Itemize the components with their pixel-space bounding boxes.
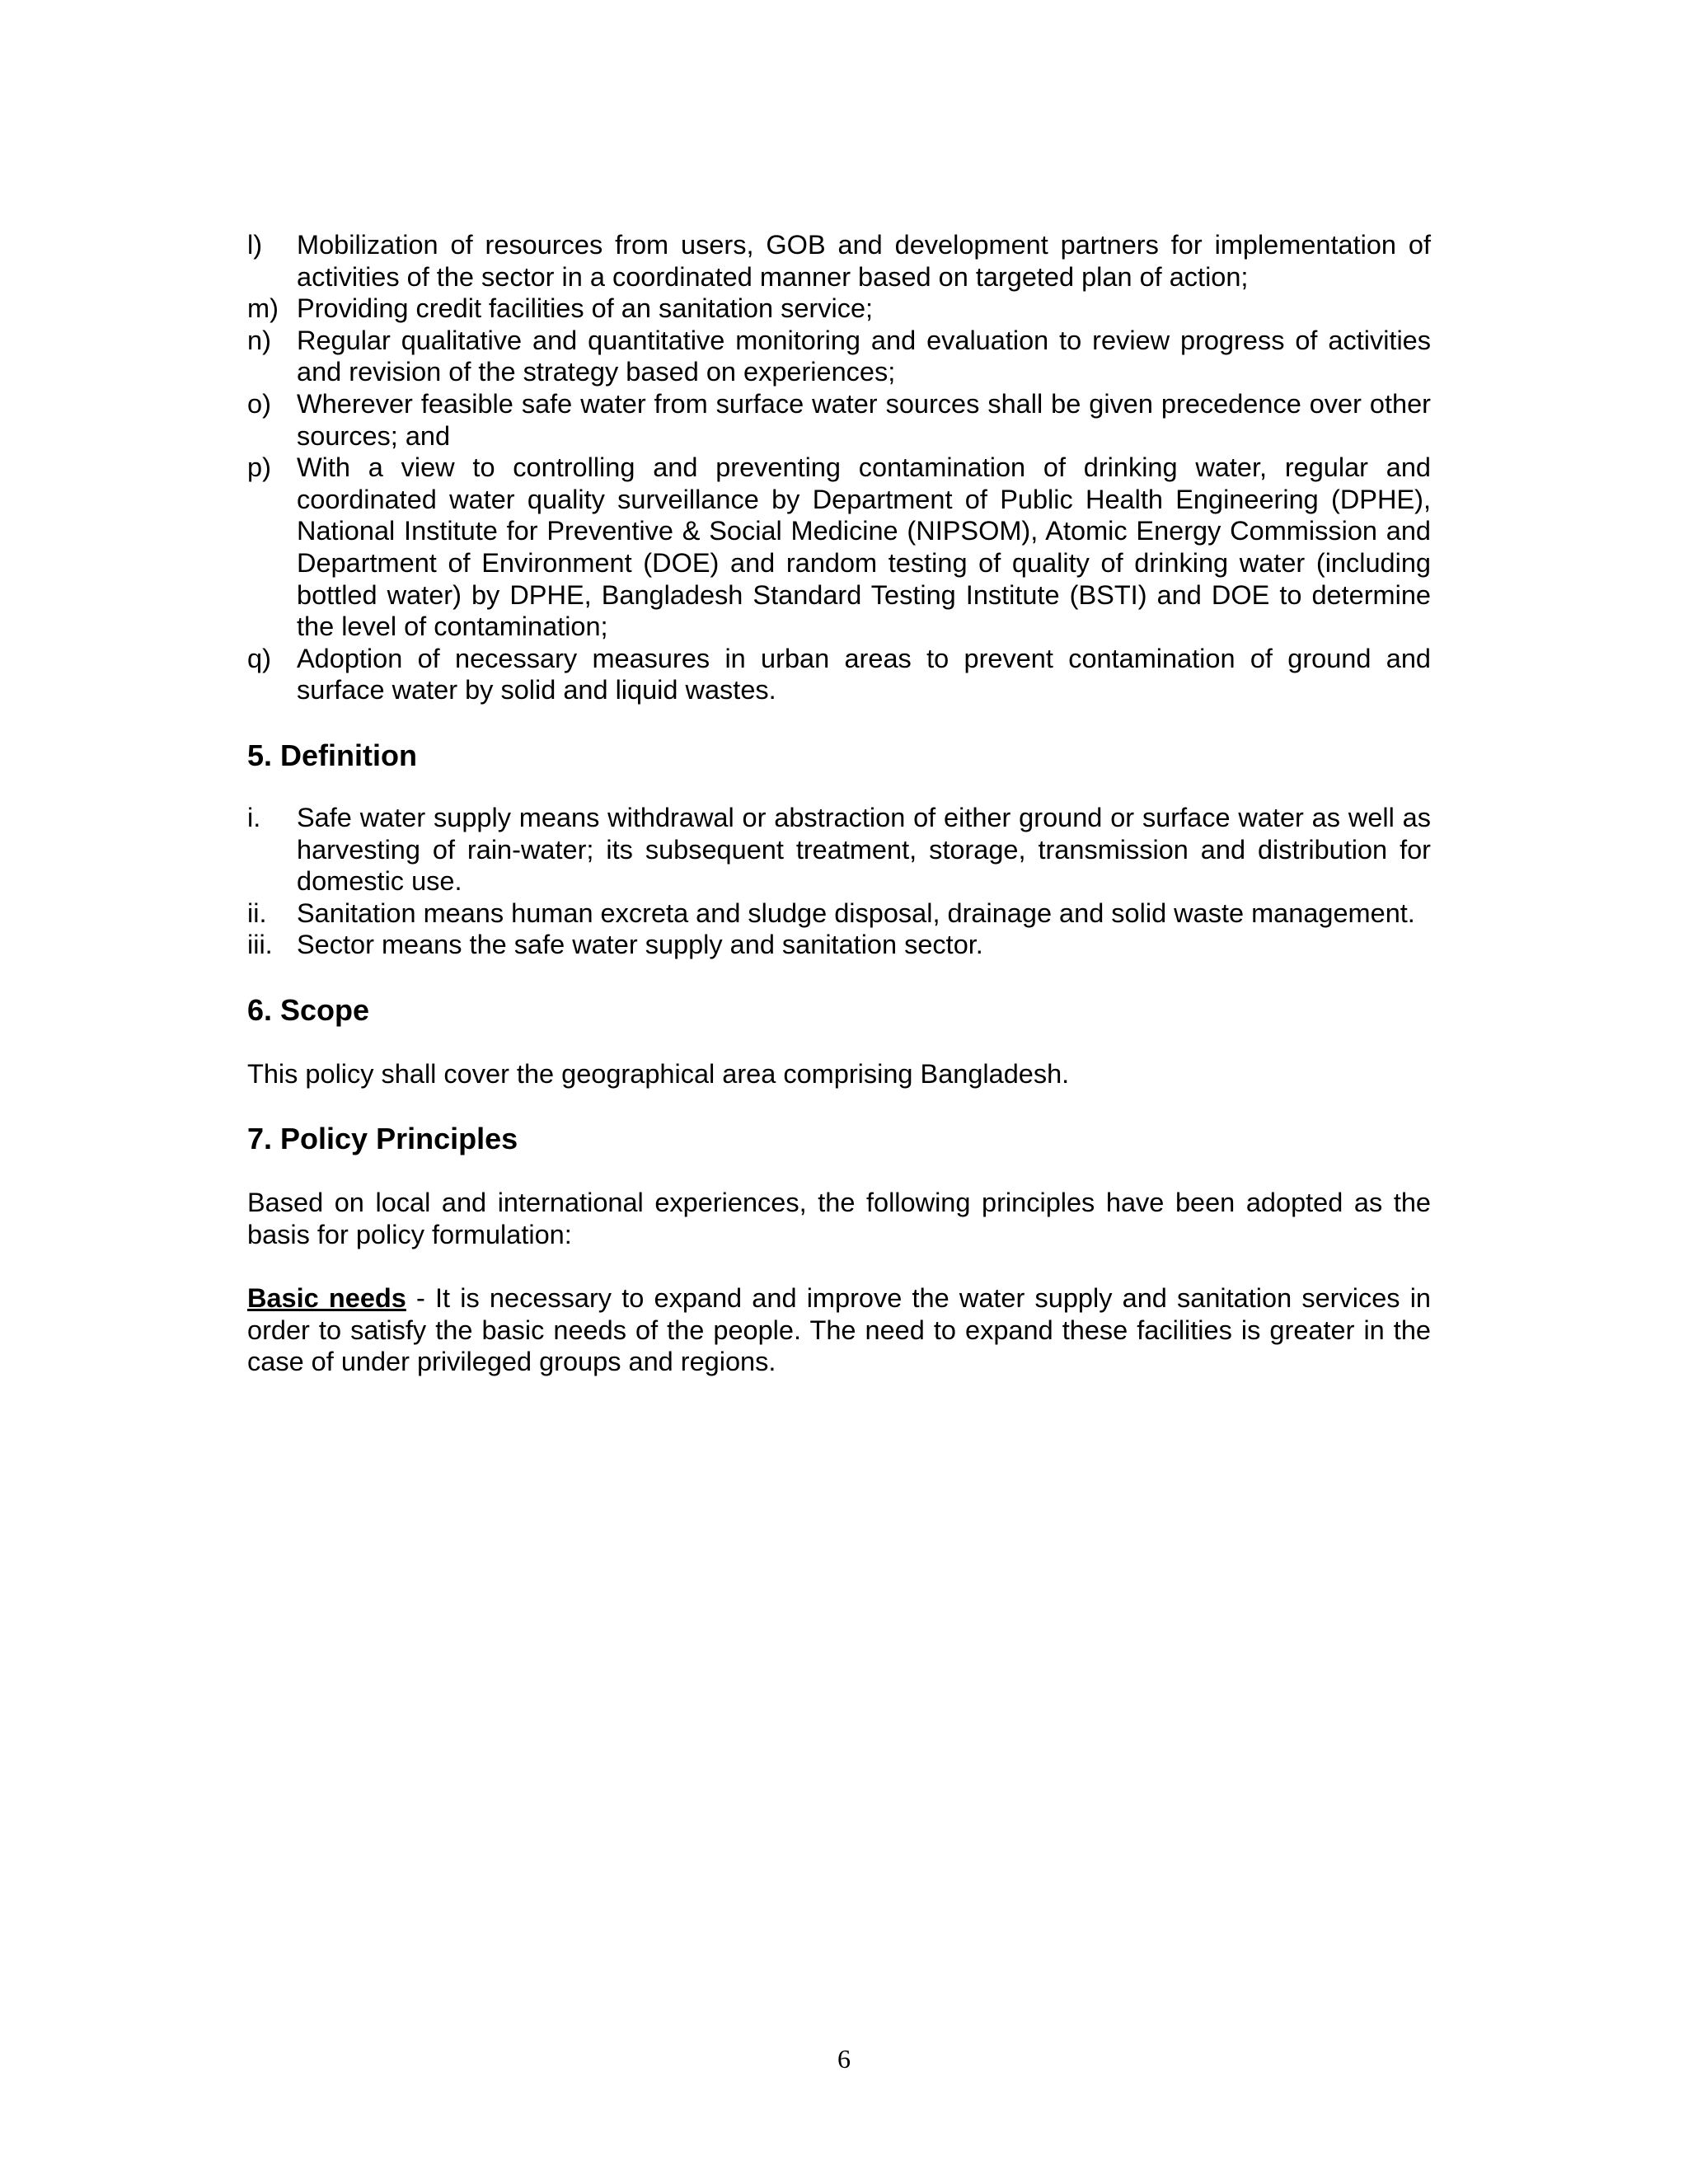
list-marker: ii. xyxy=(247,898,267,928)
list-marker: o) xyxy=(247,388,271,419)
list-marker: p) xyxy=(247,452,271,483)
list-marker: m) xyxy=(247,293,279,324)
document-body xyxy=(247,229,1431,1378)
list-text: Sector means the safe water supply and sanitation sector. xyxy=(297,930,983,960)
list-text: Mobilization of resources from users, GOB and development partners for implementation of activities of the sector in a coordinated manner based on targeted plan of action; xyxy=(297,230,1431,292)
list-text: Safe water supply means withdrawal or abstraction of either ground or surface water as well as harvesting of rain-water; its subsequent treatment, storage, transmission and distribution for domestic use. xyxy=(297,802,1431,897)
definition-list xyxy=(247,802,1431,961)
list-text: Wherever feasible safe water from surface water sources shall be given precedence over other sources; and xyxy=(297,388,1431,451)
list-item xyxy=(247,229,1431,293)
section-heading-definition: 5. Definition xyxy=(247,738,417,772)
list-item xyxy=(247,898,1431,930)
list-item xyxy=(247,325,1431,388)
list-text: With a view to controlling and preventing contamination of drinking water, regular and coordinated water quality surveillance by Department of Public Health Engineering (DPHE), National Institute for Preventive & Social Medicine (NIPSOM), Atomic Energy Commission and Department of Environment (DOE) and random testing of quality of drinking water (including bottled water) by DPHE, Bangladesh Standard Testing Institute (BSTI) and DOE to determine the level of contamination; xyxy=(297,452,1431,642)
list-marker: iii. xyxy=(247,930,273,960)
principles-intro-paragraph: Based on local and international experiences, the following principles have been adopted as the basis for policy formulation: xyxy=(247,1188,1431,1250)
list-marker: l) xyxy=(247,230,263,260)
scope-paragraph: This policy shall cover the geographical area comprising Bangladesh. xyxy=(247,1058,1070,1089)
list-text: Providing credit facilities of an sanitation service; xyxy=(297,293,874,324)
continued-list xyxy=(247,229,1431,706)
section-heading-policy-principles: 7. Policy Principles xyxy=(247,1122,518,1156)
list-item xyxy=(247,643,1431,706)
list-item xyxy=(247,388,1431,452)
basic-needs-text: - It is necessary to expand and improve the water supply and sanitation services in order to satisfy the basic needs of the people. The need to expand these facilities is greater in the case of under privileged groups and regions. xyxy=(247,1283,1431,1377)
list-item xyxy=(247,929,1431,961)
list-marker: q) xyxy=(247,643,271,673)
list-text: Sanitation means human excreta and sludge disposal, drainage and solid waste management. xyxy=(297,898,1415,928)
list-marker: i. xyxy=(247,802,261,832)
list-text: Adoption of necessary measures in urban areas to prevent contamination of ground and surface water by solid and liquid wastes. xyxy=(297,643,1431,705)
list-item xyxy=(247,293,1431,325)
list-marker: n) xyxy=(247,325,271,355)
list-text: Regular qualitative and quantitative monitoring and evaluation to review progress of activities and revision of the strategy based on experiences; xyxy=(297,325,1431,387)
section-heading-scope: 6. Scope xyxy=(247,992,370,1027)
list-item xyxy=(247,452,1431,643)
basic-needs-paragraph xyxy=(247,1282,1431,1378)
list-item xyxy=(247,802,1431,898)
page-number: 6 xyxy=(837,2044,851,2074)
basic-needs-term: Basic needs xyxy=(247,1283,406,1314)
